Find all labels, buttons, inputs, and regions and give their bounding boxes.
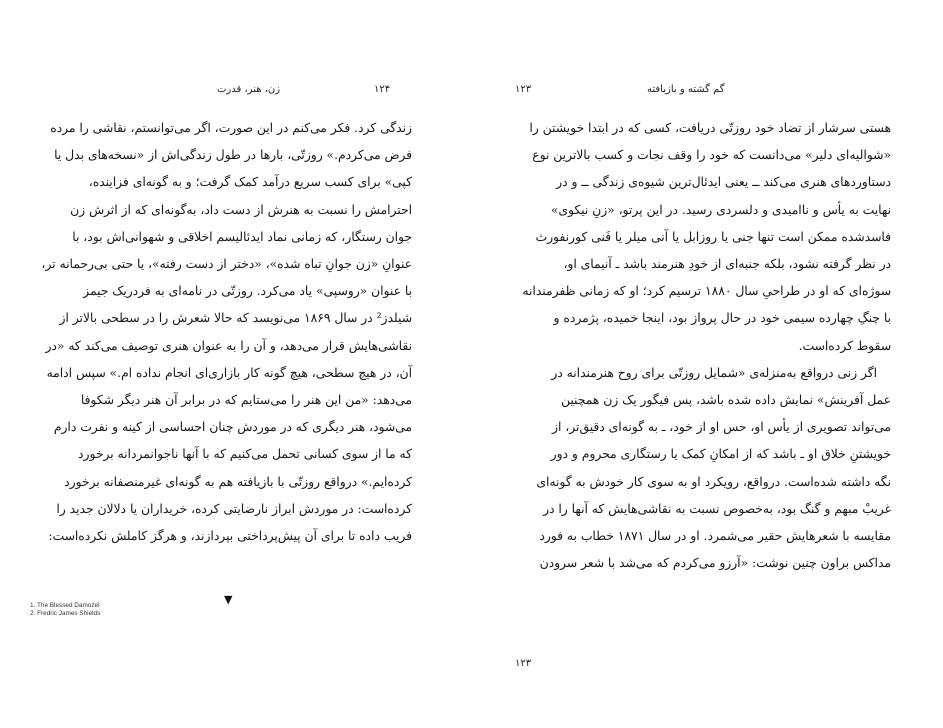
left-running-title: زن، هنر، قدرت <box>217 84 281 95</box>
text-line: با عنوان «روسپی» یاد می‌کرد. روزتّی در نامه‌ای به فردریک جیمز <box>83 284 412 299</box>
text-line: که ما از سوی کسانی تحمل می‌کنیم که با آنها ناجوانمردانه برخورد <box>78 447 412 462</box>
footnotes <box>30 602 100 618</box>
text-line: هستی سرشار از تضاد خود روزتّی دریافت، کسی که در ابتدا خویشتن را <box>529 121 891 135</box>
footnote-1: 1. The Blessed Damozel <box>30 602 100 609</box>
footnote-2: 2. Fredric James Shields <box>30 610 101 617</box>
right-paragraph-2 <box>509 360 891 578</box>
text-line: جوان رستگار، که زمانی نماد ایدئالیسم اخلاقی و شهوانی‌اش بود، با <box>72 229 412 244</box>
text-line: می‌شود، هنر دیگری که در موردش چنان احساسی از کینه و نفرت دارم <box>53 420 412 435</box>
right-page-number: ۱۲۳ <box>515 84 532 95</box>
text-line: می‌تواند تصویری از یأس او، حس او از خود، ـ به گونه‌ای دقیق‌تر، از <box>552 420 891 435</box>
left-page <box>0 0 471 728</box>
right-paragraph-1 <box>509 115 891 360</box>
text-line: عمل آفرینش» نمایش داده شده باشد، پس فیگور یک زن همچنین <box>560 393 891 408</box>
text-line: در نظر گرفته نشود، بلکه جنبه‌ای از خودِ هنرمند باشد ـ آنیمای او، <box>563 257 891 272</box>
text-line: سقوط کرده‌است. <box>798 338 891 353</box>
text-line: شیلدز² در سال ۱۸۶۹ می‌نویسد که حالا شعرش را در سطحی بالاتر از <box>59 311 412 326</box>
text-line: نهایت به یأس و ناامیدی و دلسردی رسید. در این پرتو، «زنِ نیکوی» <box>550 202 891 217</box>
text-line: فاسدشده ممکن است تنها جنی یا روزابل یا آنی میلر یا فَنی کورنفورث <box>535 229 891 244</box>
text-line: مداکس براون چنین نوشت: «آرزو می‌کردم که می‌شد با شعر سرودن <box>539 556 891 571</box>
text-line: عنوانِ «زن جوانِ تباه شده»، «دختر از دست رفته»، یا حتی بی‌رحمانه تر، <box>41 257 412 272</box>
text-line: اگر زنی درواقع به‌منزله‌ی «شمایل روزتّی برای روح هنرمندانه در <box>551 365 877 380</box>
left-paragraph <box>30 115 412 550</box>
right-running-title: گم گشته و بازیافته <box>647 84 725 95</box>
text-line: خویشتنِ خلاق او ـ باشد که از امکانِ کمک یا رستگاری محروم و دور <box>550 447 891 462</box>
text-line: کپی» برای کسب سریع درآمد کمک گرفت؛ و به گونه‌ای فزاینده، <box>88 175 412 190</box>
text-line: نقاشی‌هایش قرار می‌دهد، و آن را به عنوان هنری توصیف می‌کند که «در <box>45 338 412 353</box>
text-line: می‌دهد: «من این هنر را می‌ستایم که در برابر آن هنر دیگر شکوفا <box>80 393 412 408</box>
right-page <box>471 0 943 728</box>
text-line: نگه داشته شده‌است. درواقع، رویکرد او به سوی کار خودش به گونه‌ای <box>536 474 891 489</box>
right-body-text <box>509 115 891 577</box>
left-body-text <box>30 115 412 550</box>
text-line: مقایسه با شعرهایش حقیر می‌شمرد. او در سال ۱۸۷۱ خطاب به فورد <box>539 529 891 544</box>
text-line: سوژه‌ای که او در طراحیِ سال ۱۸۸۰ ترسیم کرد؛ او که زمانی ظفرمندانه <box>522 284 891 299</box>
text-line: آن، در هیچ سطحی، هیچ گونه کار بازاری‌ای انجام نداده ام.» سپس ادامه <box>46 365 412 380</box>
text-line: زندگی کرد. فکر می‌کنم در این صورت، اگر می‌توانستم، نقاشی را مرده <box>50 121 412 135</box>
right-footer-page-number: ۱۲۳ <box>515 658 532 669</box>
text-line: فرض می‌کردم.» روزتّی، بارها در طول زندگی‌اش از «نسخه‌های بدل یا <box>54 148 412 163</box>
text-line: «شوالیه‌ای دلیر» می‌دانست که خود را وقف نجات و کسب بالاترین نوع <box>532 148 891 163</box>
text-line: با چنگِ چهارده سیمی خود در حال پرواز بود، اینجا خمیده، پژمرده و <box>553 311 891 326</box>
left-page-number: ۱۲۴ <box>374 84 391 95</box>
text-line: غریبْ مبهم و گنگ بود، به‌خصوص نسبت به نقاشی‌هایش که آنها را در <box>543 501 891 516</box>
text-line: کرده‌ایم.» درواقع روزتّی با بازیافته هم به گونه‌ای غیرمنصفانه برخورد <box>64 474 412 489</box>
text-line: دستاوردهای هنری می‌کند ــ یعنی ایدئال‌ترین شیوه‌ی زندگی ــ و در <box>556 175 891 190</box>
text-line: کرده‌است: در موردش ابراز نارضایتی کرده، خریداران یا دلالان جدید را <box>56 501 412 516</box>
down-arrow-icon: ▼ <box>224 593 233 606</box>
text-line: فریب داده تا برای آن پیش‌پرداختی بپردازند، و هرگز کاملش نکرده‌است: <box>48 529 412 544</box>
text-line: احترامش را نسبت به هنرش از دست داد، به‌گونه‌ای که از اثرش زن <box>70 202 412 217</box>
